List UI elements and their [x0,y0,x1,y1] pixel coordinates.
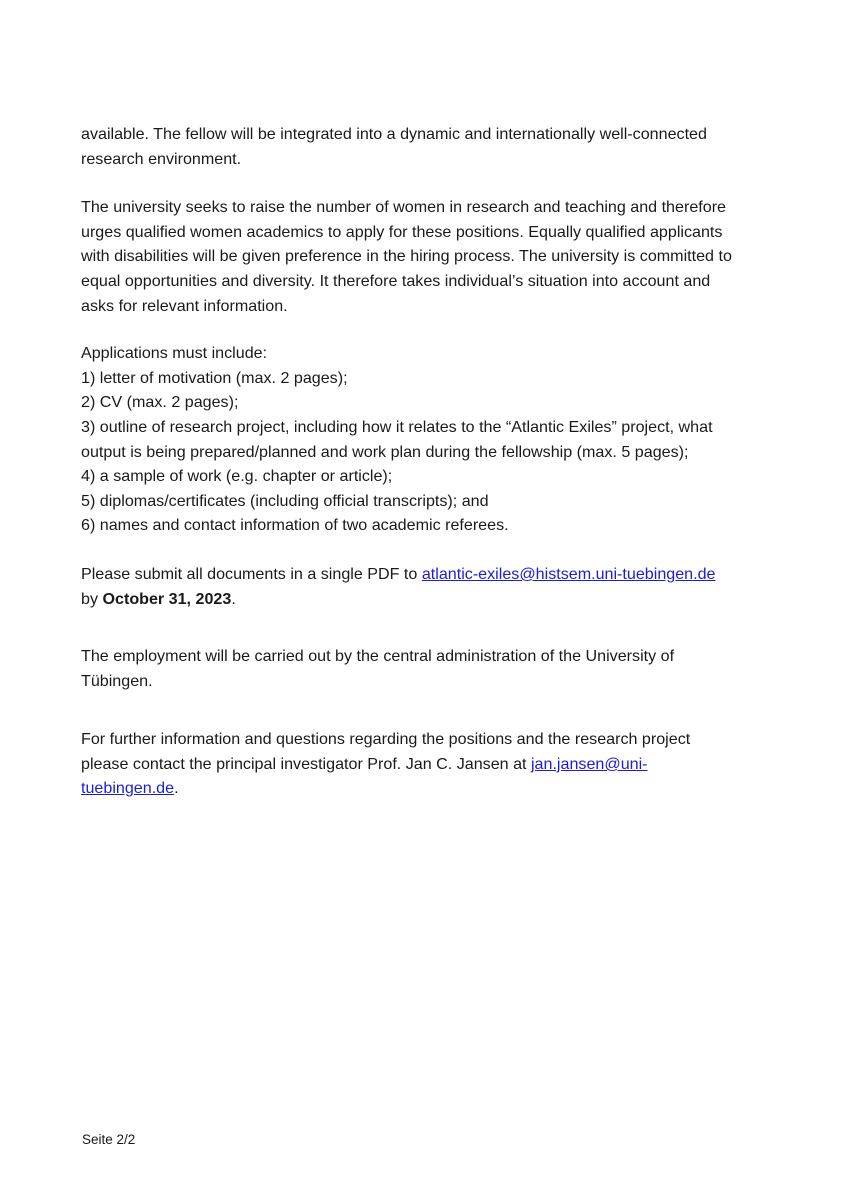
equality-paragraph [81,195,781,318]
applications-section [81,341,781,538]
submission-prefix: Please submit all documents in a single PDF to [81,564,422,583]
equality-line: with disabilities will be given preference in the hiring process. The university is committed to [81,247,732,266]
page-number: Seite 2/2 [82,1132,136,1147]
employment-line: The employment will be carried out by the central administration of the University of [81,647,675,666]
contact-period: . [174,779,179,798]
intro-line: available. The fellow will be integrated into a dynamic and internationally well-connected [81,125,707,143]
application-item: output is being prepared/planned and work plan during the fellowship (max. 5 pages); [81,442,689,461]
equality-line: asks for relevant information. [81,296,288,315]
equality-line: urges qualified women academics to apply for these positions. Equally qualified applicants [81,222,723,241]
application-item: 3) outline of research project, including how it relates to the “Atlantic Exiles” project, what [81,417,713,436]
contact-line: For further information and questions regarding the positions and the research project [81,730,691,749]
intro-paragraph [81,122,781,171]
contact-line [81,752,781,777]
application-item: 1) letter of motivation (max. 2 pages); [81,368,348,387]
contact-email-link-part1[interactable]: jan.jansen@uni- [530,754,648,773]
contact-line [81,776,781,801]
deadline-period: . [231,589,236,608]
submission-line [81,562,781,587]
deadline-line [81,587,781,612]
applications-heading: Applications must include: [81,344,268,363]
deadline-date: October 31, 2023 [102,589,232,608]
submission-email-link[interactable]: atlantic-exiles@histsem.uni-tuebingen.de [421,564,716,583]
contact-prefix: please contact the principal investigator Prof. Jan C. Jansen at [81,754,531,773]
equality-line: The university seeks to raise the number of women in research and teaching and therefore [81,198,726,217]
document-body [81,122,781,801]
application-item: 2) CV (max. 2 pages); [81,393,239,412]
contact-paragraph [81,727,781,801]
application-item: 5) diplomas/certificates (including official transcripts); and [81,491,489,510]
contact-email-link-part2[interactable]: tuebingen.de [81,779,175,798]
employment-paragraph [81,644,781,693]
application-item: 6) names and contact information of two academic referees. [81,516,509,535]
equality-line: equal opportunities and diversity. It therefore takes individual’s situation into account and [81,271,711,290]
deadline-by: by [81,589,103,608]
application-item: 4) a sample of work (e.g. chapter or article); [81,467,393,486]
submission-paragraph [81,562,781,611]
employment-line: Tübingen. [81,671,153,690]
intro-line: research environment. [81,149,242,168]
